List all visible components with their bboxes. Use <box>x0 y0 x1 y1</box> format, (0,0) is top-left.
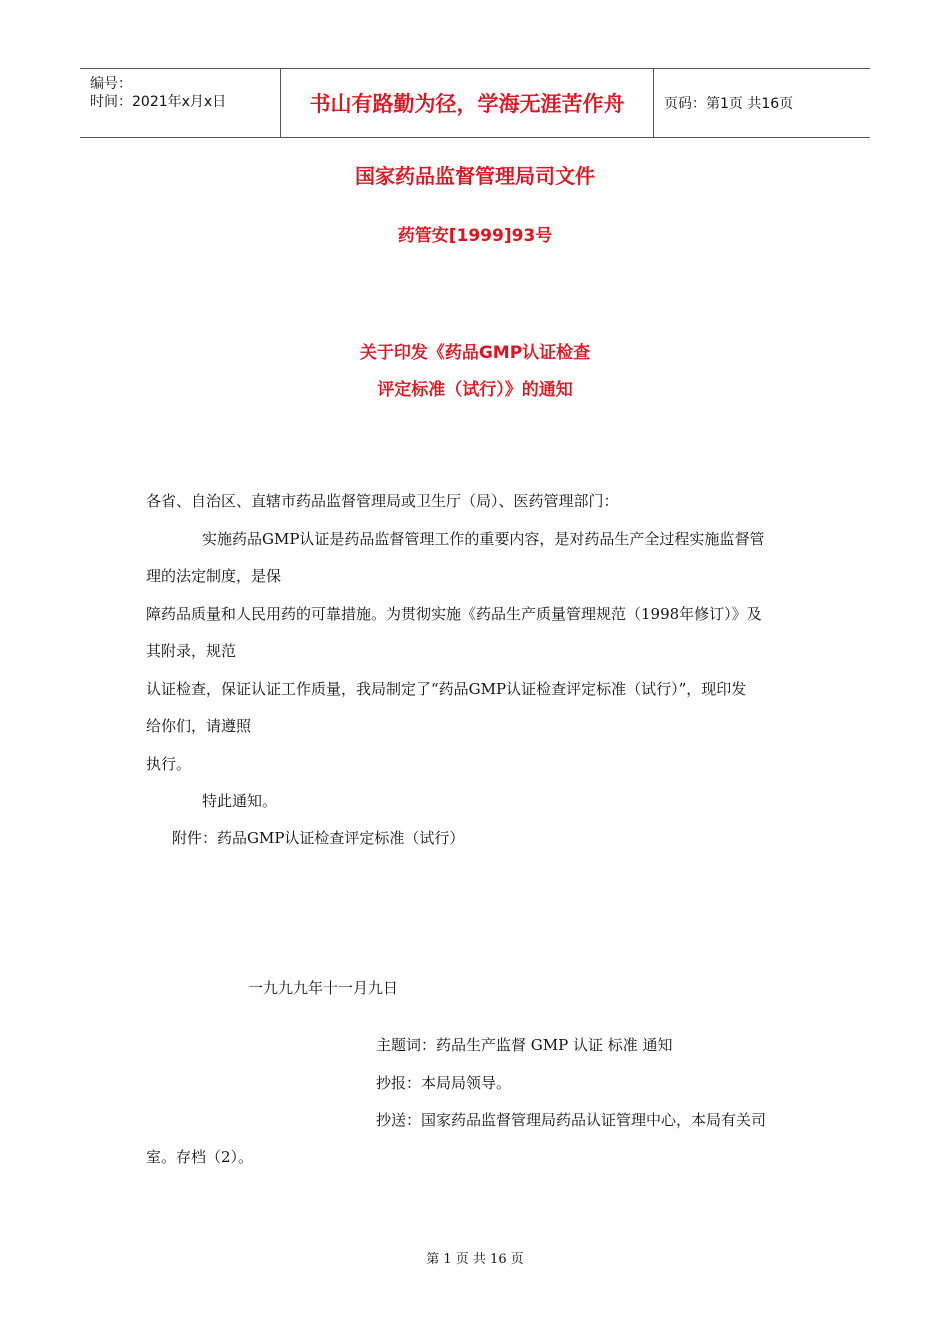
page-label: 页码：第1页 共16页 <box>664 96 794 112</box>
header-meta-cell <box>80 69 281 137</box>
doc-number: 药管安[1999]93号 <box>397 226 553 246</box>
org-title: 国家药品监督管理局司文件 <box>355 164 595 188</box>
time-label: 时间：2021年x月x日 <box>90 94 227 110</box>
header-table <box>80 68 870 138</box>
number-label: 编号： <box>90 76 132 92</box>
body-line: 认证检查，保证认证工作质量，我局制定了“药品GMP认证检查评定标准（试行）”，现印发 <box>146 680 747 698</box>
body-line: 障药品质量和人民用药的可靠措施。为贯彻实施《药品生产质量管理规范（1998年修订）》及 <box>146 605 762 623</box>
cc-send: 抄送：国家药品监督管理局药品认证管理中心，本局有关司 <box>376 1111 767 1129</box>
issue-date: 一九九九年十一月九日 <box>248 979 399 997</box>
subject-words: 主题词：药品生产监督 GMP 认证 标准 通知 <box>376 1036 673 1054</box>
title-line-1: 关于印发《药品GMP认证检查 <box>359 343 591 363</box>
title-line-2: 评定标准（试行）》的通知 <box>377 380 573 400</box>
cc-send-continued: 室。存档（2）。 <box>146 1148 254 1166</box>
addressee: 各省、自治区、直辖市药品监督管理局或卫生厅（局）、医药管理部门： <box>146 492 619 510</box>
page-footer: 第 1 页 共 16 页 <box>426 1252 524 1267</box>
motto: 书山有路勤为径，学海无涯苦作舟 <box>281 69 654 137</box>
notice-text: 特此通知。 <box>202 792 278 810</box>
body-line: 执行。 <box>146 755 192 773</box>
cc-report: 抄报：本局局领导。 <box>376 1074 512 1092</box>
body-line: 实施药品GMP认证是药品监督管理工作的重要内容，是对药品生产全过程实施监督管 <box>202 530 765 548</box>
body-line: 给你们，请遵照 <box>146 717 252 735</box>
body-line: 理的法定制度，是保 <box>146 567 282 585</box>
attachment-text: 附件：药品GMP认证检查评定标准（试行） <box>172 829 465 847</box>
body-line: 其附录，规范 <box>146 642 237 660</box>
